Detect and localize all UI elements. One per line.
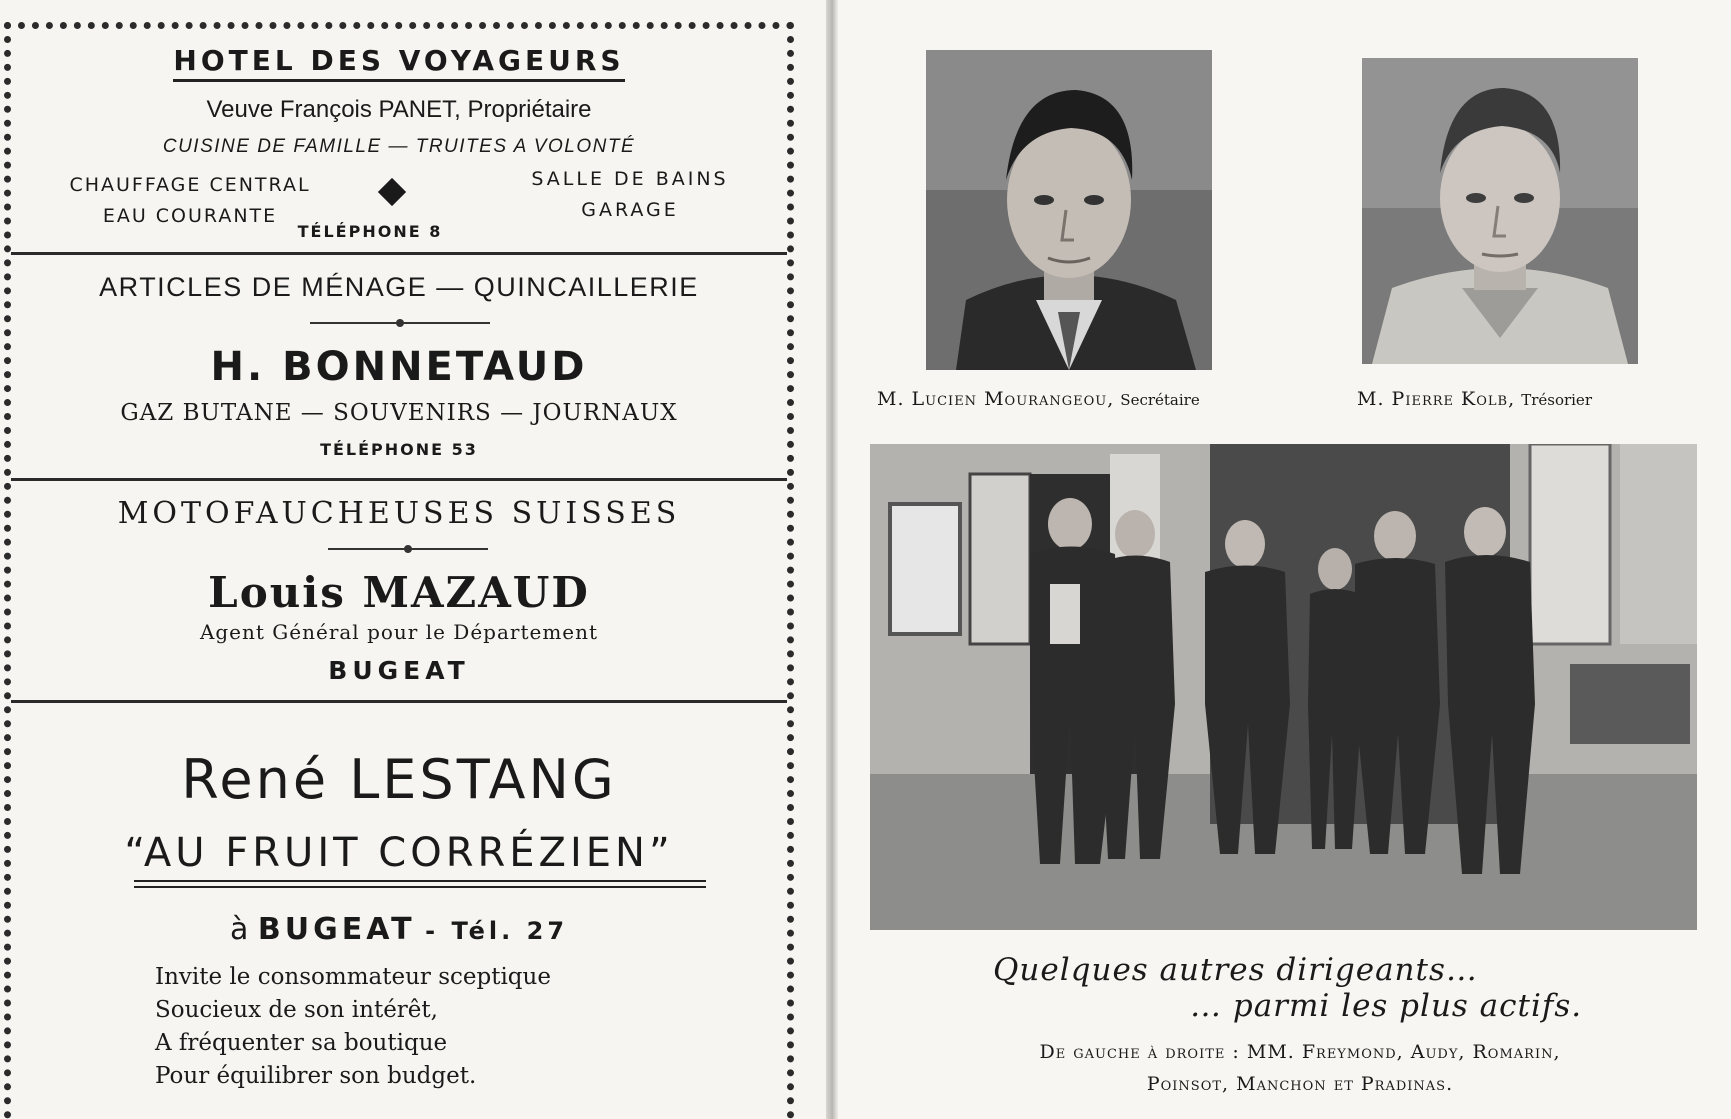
lestang-prefix: à <box>229 912 249 947</box>
lestang-name: René LESTANG <box>181 748 617 811</box>
mazaud-header: MOTOFAUCHEUSES SUISSES <box>117 496 681 531</box>
ornament-rule <box>310 322 490 324</box>
lestang-shop: “AU FRUIT CORRÉZIEN” <box>124 830 674 876</box>
bonnetaud-header: ARTICLES DE MÉNAGE — QUINCAILLERIE <box>99 272 699 302</box>
lestang-poem <box>155 961 755 1093</box>
secretary-role: Secrétaire <box>1120 391 1200 409</box>
treasurer-role: Trésorier <box>1521 391 1592 409</box>
names-line: Poinsot, Manchon et Pradinas. <box>1146 1073 1454 1095</box>
shop-underline <box>134 886 706 888</box>
amenity-bath: SALLE DE BAINS <box>531 168 729 190</box>
lestang-town: BUGEAT <box>257 912 416 947</box>
caption-treasurer <box>1357 388 1592 410</box>
hotel-telephone: TÉLÉPHONE 8 <box>297 222 443 241</box>
portrait-photo-treasurer <box>1362 58 1638 364</box>
mazaud-name: Louis MAZAUD <box>208 568 590 617</box>
bonnetaud-telephone: TÉLÉPHONE 53 <box>320 440 478 459</box>
caption-secretary <box>877 388 1200 410</box>
hotel-cuisine: CUISINE DE FAMILLE — TRUITES A VOLONTÉ <box>162 136 636 157</box>
poem-line: A fréquenter sa boutique <box>155 1030 448 1056</box>
amenity-garage: GARAGE <box>581 199 679 221</box>
poem-line: Pour équilibrer son budget. <box>155 1063 477 1089</box>
mazaud-town: BUGEAT <box>328 656 470 685</box>
divider <box>11 252 787 255</box>
bonnetaud-name: H. BONNETAUD <box>210 344 588 390</box>
group-photo-names <box>960 1036 1640 1100</box>
ornament-rule <box>328 548 488 550</box>
names-line: De gauche à droite : MM. Freymond, Audy, Romarin, <box>1039 1041 1561 1063</box>
treasurer-name: M. Pierre Kolb, <box>1357 388 1516 410</box>
caption-italic-line2: … parmi les plus actifs. <box>1190 988 1583 1024</box>
lestang-tel: - Tél. 27 <box>425 917 569 945</box>
divider <box>11 478 787 481</box>
group-photo-leaders <box>870 444 1697 930</box>
amenity-heating: CHAUFFAGE CENTRAL <box>69 174 311 196</box>
amenity-water: EAU COURANTE <box>102 205 278 227</box>
portrait-photo-secretary <box>926 50 1212 370</box>
bonnetaud-products: GAZ BUTANE — SOUVENIRS — JOURNAUX <box>120 400 678 426</box>
hotel-owner: Veuve François PANET, Propriétaire <box>206 96 592 123</box>
caption-italic-line1: Quelques autres dirigeants… <box>993 952 1478 988</box>
divider <box>11 700 787 703</box>
secretary-name: M. Lucien Mourangeou, <box>877 388 1115 410</box>
lestang-address <box>11 912 787 947</box>
poem-line: Invite le consommateur sceptique <box>155 964 551 990</box>
hotel-amenities-right <box>480 164 780 226</box>
poem-line: Soucieux de son intérêt, <box>155 997 438 1023</box>
hotel-title: HOTEL DES VOYAGEURS <box>11 44 787 77</box>
shop-underline <box>134 880 706 882</box>
mazaud-agent: Agent Général pour le Département <box>199 620 599 644</box>
